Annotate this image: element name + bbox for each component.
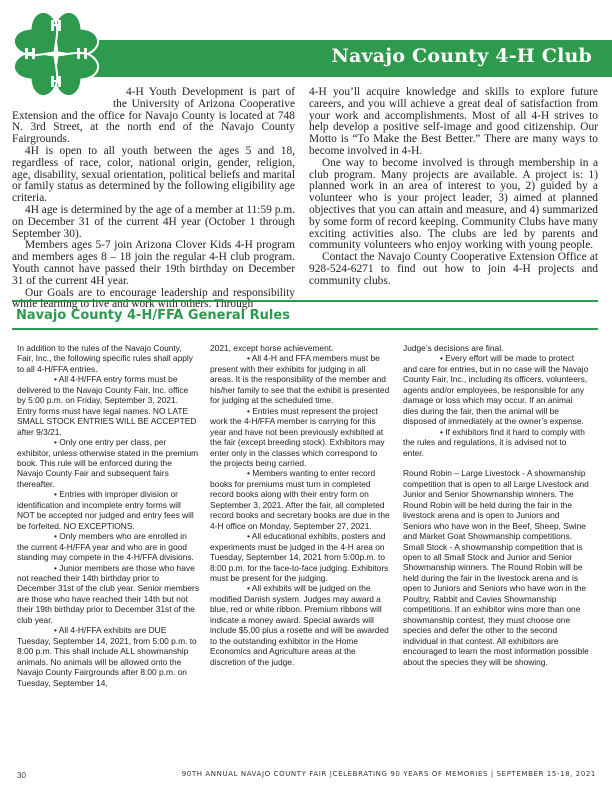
rules-item: • All exhibits will be judged on the modified Danish system. Judges may award a blue, red or white ribbon. Premium ribbons will indicate a money award. Special awards will include $5.00 plus a rosette and will be awarded to the outstanding exhibitor in the Home Economics and Agriculture areas at the discretion of the judge. (210, 583, 389, 667)
clover-letter-right: H (75, 45, 89, 63)
logo-text-wrap (12, 87, 113, 107)
clover-letter-left: H (23, 45, 37, 63)
rules-item: • If exhibitors find it hard to comply with the rules and regulations, it is advised not to enter. (403, 426, 585, 458)
intro-paragraph: 4H is open to all youth between the ages 5 and 18, regardless of race, color, national origin, gender, religion, age, disability, sexual orientation, political beliefs and marital or family status as determined by the following eligibility age criteria. (12, 144, 295, 205)
rules-paragraph: Judge’s decisions are final. (403, 343, 504, 353)
rules-item: • All 4-H/FFA entry forms must be delivered to the Navajo County Fair, Inc. office by 5:00 p.m. on Friday, September 3, 2021. Entry forms must have legal names. NO LATE SMALL STOCK ENTRIES WILL BE ACCEPTED after 9/3/21. (17, 374, 197, 437)
intro-paragraph: Contact the Navajo County Cooperative Extension Office at 928-524-6271 to find out how to join 4-H projects and community clubs. (309, 251, 598, 287)
intro-paragraph: 4H age is determined by the age of a member at 11:59 p.m. on December 31 of the current 4H year (October 1 through September 30). (12, 203, 295, 240)
intro-column-left (12, 87, 295, 311)
clover-letter-bottom: H (49, 73, 63, 91)
rules-item: • Every effort will be made to protect and care for entries, but in no case will the Navajo County Fair, Inc., including its officers, volunteers, agents and/or employees, be responsible for any damage or loss which may occur. If an animal dies during the fair, then the animal will be disposed of immediately at the owner’s expense. (403, 353, 589, 427)
rules-item: • Entries with improper division or identification and incomplete entry forms will NOT be accepted nor judged and entry fees will be forfeited. NO EXCEPTIONS. (17, 489, 194, 531)
intro-paragraph: 4-H Youth Development is part of the University of Arizona Cooperative Extension and the office for Navajo County is located at 748 N. 3rd Street, at the north end of the Navajo County Fairgrounds. (12, 86, 295, 146)
rules-heading: Navajo County 4-H/FFA General Rules (16, 308, 290, 323)
page-footer: 90TH ANNUAL NAVAJO COUNTY FAIR |CELEBRATING 90 YEARS OF MEMORIES | SEPTEMBER 15-18, 2021 (181, 770, 596, 778)
intro-column-right (309, 87, 598, 288)
rules-item: • All 4-H/FFA exhibits are DUE Tuesday, September 14, 2021, from 5:00 p.m. to 8:00 p.m. This shall include ALL showmanship animals. No animals will be allowed onto the Navajo County Fairgrounds after 8:00 p.m. on Tuesday, September 14, (17, 625, 197, 688)
round-robin-paragraph: Round Robin – Large Livestock - A showmanship competition that is open to all Large Livestock and Junior and Senior Showmanship winners. The Round Robin will be held during the fair in the livestock arena and is open to Juniors and Seniors who have won in the Beef, Sheep, Swine and Market Goat Showmanship competitions. Small Stock - A showmanship competition that is open to all Small Stock and Junior and Senior Showmanship winners. The Round Robin will be held during the fair in the livestock arena and is open to Juniors and Seniors who have won in the Poultry, Rabbit and Cavies Showmanship competitions. If an exhibitor wins more than one showmanship contest, they must choose one species and defer the other to the second individual in that contest. All exhibitors are encouraged to learn the most information possible about the species they will be showing. (403, 468, 589, 667)
page-title: Navajo County 4-H Club (331, 45, 592, 67)
intro-paragraph: Our Goals are to encourage leadership and responsibility while learning to live and work with others. Through (12, 286, 295, 311)
section-divider-top (12, 300, 598, 302)
rules-item: • Junior members are those who have not reached their 14th birthday prior to December 31st of the club year. Senior members are those who have reached their 14th but not their 19th birthday prior to December 31st of the club year. (17, 562, 200, 625)
rules-paragraph: 2021, except horse achievement. (210, 343, 334, 353)
intro-paragraph: 4-H you’ll acquire knowledge and skills to explore future careers, and you will achieve a great deal of satisfaction from your work and accomplishments. Most of all 4-H strives to help develop a positive self-image and good citizenship. Our Motto is “To Make the Best Better.” There are many ways to become involved in 4-H. (309, 86, 598, 157)
paragraph-gap (403, 458, 589, 468)
intro-paragraph: Members ages 5-7 join Arizona Clover Kids 4-H program and members ages 8 – 18 join the regular 4-H club program. Youth cannot have passed their 19th birthday on December 31 of the current 4H year. (12, 239, 295, 287)
clover-letter-top: H (49, 17, 63, 35)
section-divider-bottom (12, 328, 598, 330)
intro-paragraph: One way to become involved is through membership in a club program. Many projects are available. A project is: 1) planned work in an area of interest to you, 2) guided by a volunteer who is your project leader, 3) aimed at planned objectives that you can attain and measure, and 4) summarized by some form of record keeping. Community Clubs have many exciting activities also. The clubs are led by parents and community volunteers who enjoy working with young people. (309, 156, 598, 252)
rules-item: • Entries must represent the project work the 4-H/FFA member is carrying for this year and have not been previously exhibited at the fair (except breeding stock). Exhibitors may enter only in the classes which correspond to the projects being carried. (210, 405, 385, 468)
rules-item: • Only one entry per class, per exhibitor, unless otherwise stated in the premium book. This rule will be enforced during the Navajo County Fair and subsequent fairs thereafter. (17, 437, 199, 489)
rules-item: • All 4-H and FFA members must be present with their exhibits for judging in all areas. It is the responsibility of the member and his/her family to see that the exhibit is presented for judging at the scheduled time. (210, 353, 390, 406)
rules-paragraph: In addition to the rules of the Navajo County, Fair, Inc., the following specific rules shall apply to all 4-H/FFA entries. (17, 343, 193, 374)
rules-column-2 (210, 343, 390, 667)
header-banner (70, 40, 612, 77)
rules-item: • Members wanting to enter record books for premiums must turn in completed record books along with their entry form on September 3, 2021. After the fair, all completed record books and secretary books are due in the 4-H office on Monday, September 27, 2021. (210, 468, 390, 531)
page-number: 30 (17, 771, 26, 780)
rules-item: • All educational exhibits, posters and experiments must be judged in the 4-H area on Tuesday, September 14, 2021 from 5:00p.m. to 8:00 p.m. for the face-to-face judging. Exhibitors must be present for the judging. (210, 531, 389, 583)
rules-item: • Only members who are enrolled in the current 4-H/FFA year and who are in good standing may compete in the 4-H/FFA divisions. (17, 531, 194, 563)
rules-column-1 (17, 343, 199, 688)
rules-column-3 (403, 343, 589, 667)
